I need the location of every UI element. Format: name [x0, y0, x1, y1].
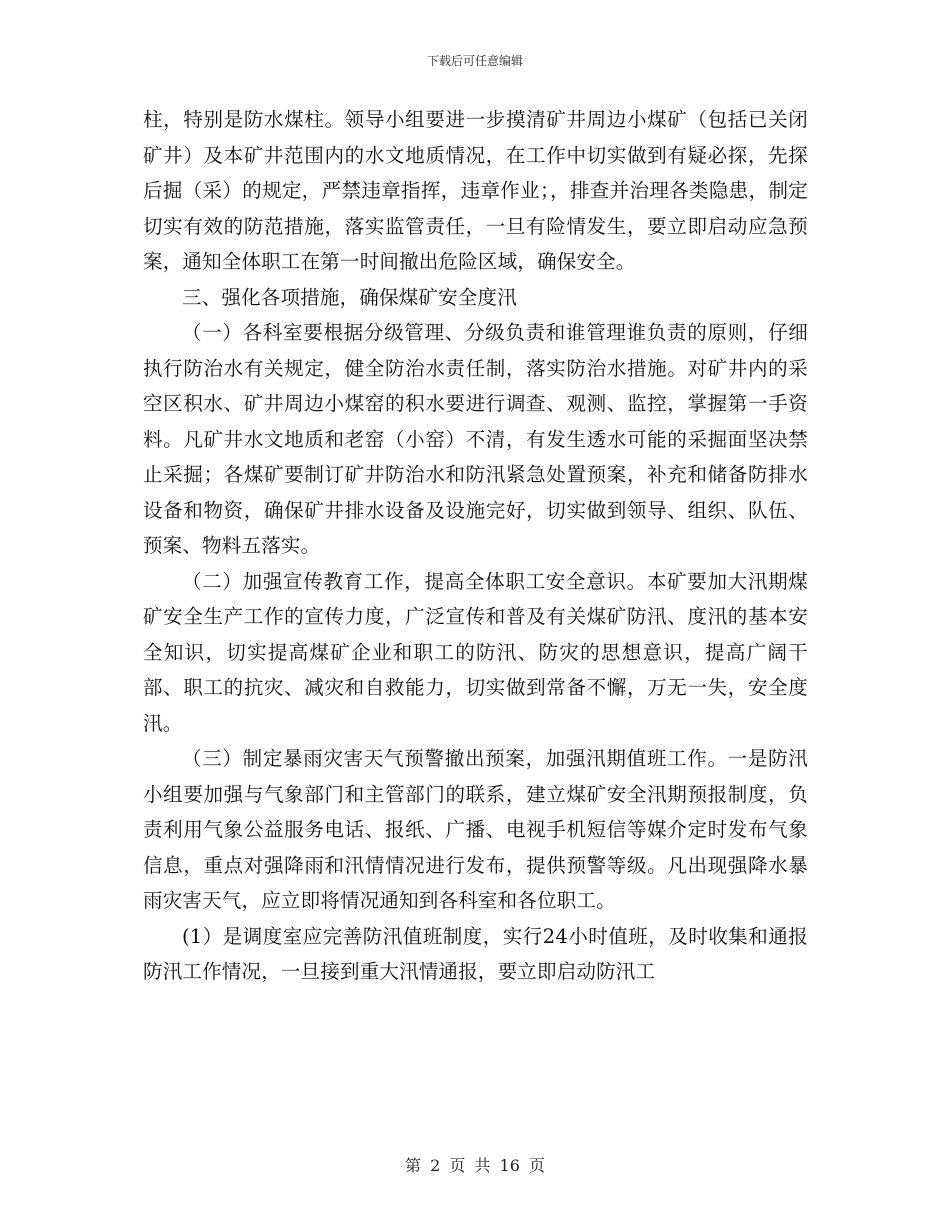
paragraph-item-1: (1）是调度室应完善防汛值班制度，实行24小时值班，及时收集和通报防汛工作情况，一旦接到重大汛情通报，要立即启动防汛工 — [143, 924, 808, 983]
paragraph-measure-3: （三）制定暴雨灾害天气预警撤出预案，加强汛期值班工作。一是防汛小组要加强与气象部门和主管部门的联系，建立煤矿安全汛期预报制度，负责利用气象公益服务电话、报纸、广播、电视手机短信等媒介定时发布气象信息，重点对强降雨和汛情情况进行发布，提供预警等级。凡出现强降水暴雨灾害天气，应立即将情况通知到各科室和各位职工。 — [143, 747, 808, 912]
paragraph-measure-1: （一）各科室要根据分级管理、分级负责和谁管理谁负责的原则，仔细执行防治水有关规定，健全防治水责任制，落实防治水措施。对矿井内的采空区积水、矿井周边小煤窑的积水要进行调查、观测、监控，掌握第一手资料。凡矿井水文地质和老窑（小窑）不清，有发生透水可能的采掘面坚决禁止采掘；各煤矿要制订矿井防治水和防汛紧急处置预案，补充和储备防排水设备和物资，确保矿井排水设备及设施完好，切实做到领导、组织、队伍、预案、物料五落实。 — [143, 321, 808, 557]
page-number-footer: 第 2 页 共 16 页 — [405, 1156, 545, 1175]
paragraph-1: 柱，特别是防水煤柱。领导小组要进一步摸清矿井周边小煤矿（包括已关闭矿井）及本矿井范围内的水文地质情况，在工作中切实做到有疑必探，先探后掘（采）的规定，严禁违章指挥，违章作业；，排查并治理各类隐患，制定切实有效的防范措施，落实监管责任，一旦有险情发生，要立即启动应急预案，通知全体职工在第一时间撤出危险区域，确保安全。 — [143, 108, 808, 273]
section-heading-3: 三、强化各项措施，确保煤矿安全度汛 — [182, 285, 517, 309]
paragraph-measure-2: （二）加强宣传教育工作，提高全体职工安全意识。本矿要加大汛期煤矿安全生产工作的宣传力度，广泛宣传和普及有关煤矿防汛、度汛的基本安全知识，切实提高煤矿企业和职工的防汛、防灾的思想意识，提高广阔干部、职工的抗灾、减灾和自救能力，切实做到常备不懈，万无一失，安全度汛。 — [143, 569, 808, 735]
document-body — [143, 102, 808, 990]
page-header: 下载后可任意编辑 — [426, 54, 523, 68]
